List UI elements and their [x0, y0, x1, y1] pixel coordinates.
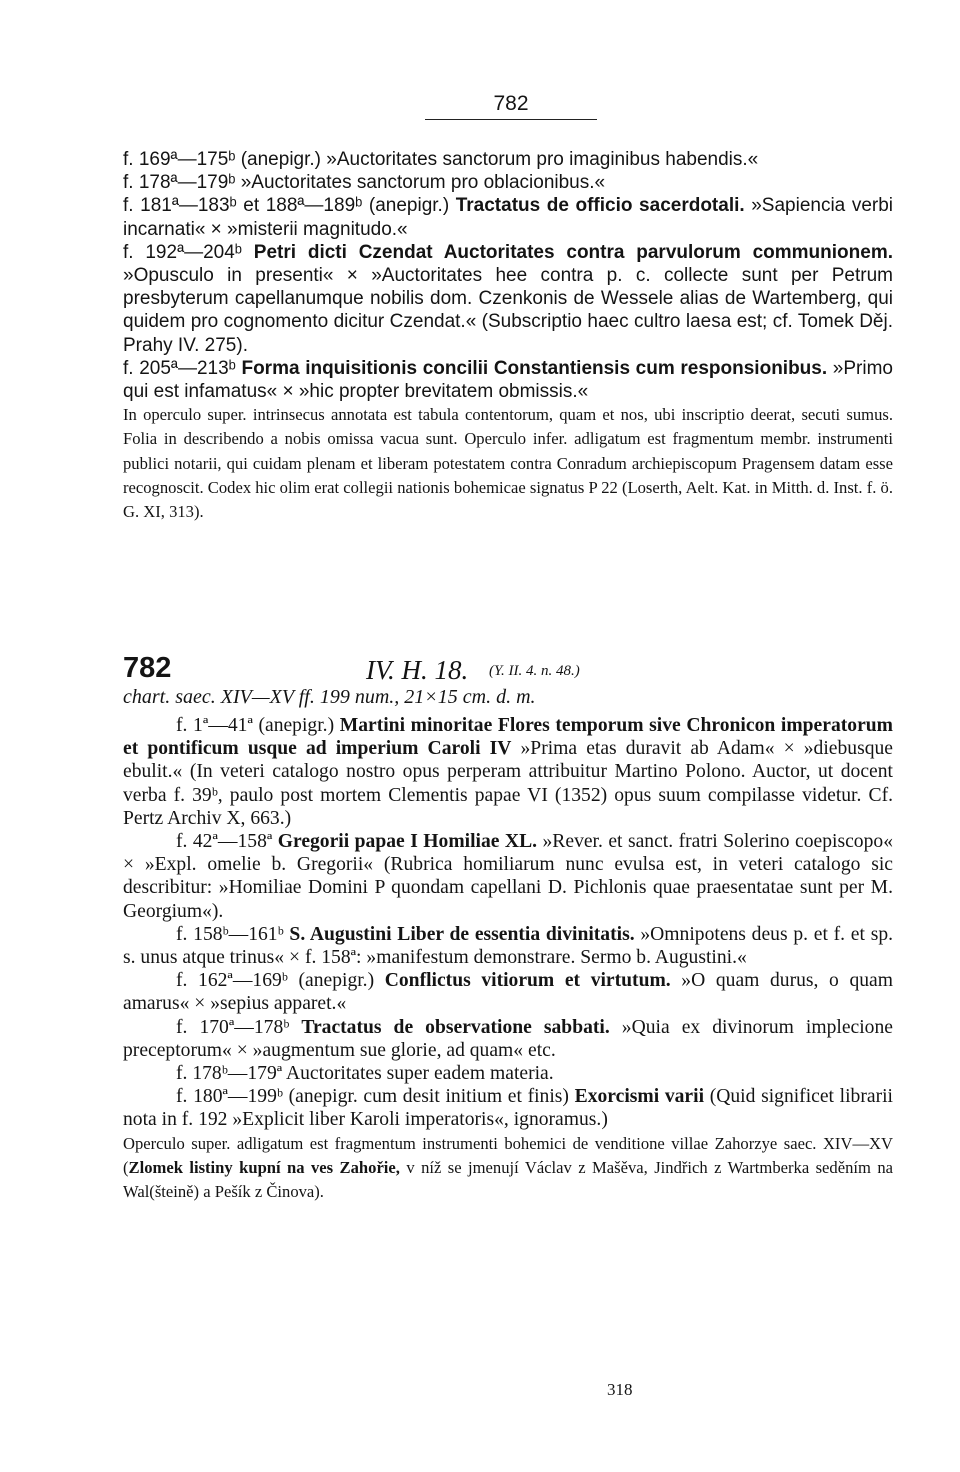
running-page-number: 782: [425, 92, 597, 120]
item-170a: f. 170ª—178ᵇ Tractatus de observatione sabbati. »Quia ex divinorum implecione preceptorum« × »augmentum sue glorie, ad quam« etc.: [123, 1016, 893, 1061]
item-158b: f. 158ᵇ—161ᵇ S. Augustini Liber de essentia divinitatis. »Omnipotens deus p. et f. et sp. s. unus atque trinus« × f. 158ª: »manifestum demonstrare. Sermo b. Augustini.«: [123, 923, 894, 969]
entry-old-signature: (Y. II. 4. n. 48.): [489, 663, 580, 679]
item-169a: f. 169ª—175ᵇ (anepigr.) »Auctoritates sanctorum pro imaginibus habendis.«: [123, 149, 759, 170]
item-192a: f. 192ª—204ᵇ Petri dicti Czendat Auctoritates contra parvulorum communionem. »Opusculo in presenti« × »Auctoritates hee contra p. c. collecte sunt per Petrum presbyterum capellanumque nobilis dom. Czenkonis de Wessele alias de Wartemberg, qui quidem pro cognomento dicitur Czendat.« (Subscriptio haec cultro laesa est; cf. Tomek Děj. Prahy IV. 275).: [123, 241, 893, 356]
item-42a: f. 42ª—158ª Gregorii papae I Homiliae XL. »Rever. et sanct. fratri Solerino coepiscopo« × »Expl. omelie b. Gregorii« (Rubrica homiliarum nunc evulsa est, in veteri catalogo sic describitur: »Homiliae Domini P quondam capellani D. Pichlonis quae praesentatae sunt per M. Georgium«).: [123, 831, 893, 922]
entry-number: 782: [123, 652, 172, 684]
note-operculo-super: Operculo super. adligatum est fragmentum instrumenti bohemici de venditione villae Zahorzye saec. XIV—XV (Zlomek listiny kupní na ves Zahořie, v níž se jmenují Václav z Mašěva, Jindřich z Wartmberka seděním na Wal(šteině) a Pešík z Činova).: [123, 1133, 893, 1202]
item-178a: f. 178ª—179ᵇ »Auctoritates sanctorum pro oblacionibus.«: [123, 172, 606, 194]
item-205a: f. 205ª—213ᵇ Forma inquisitionis concilii Constantiensis cum responsionibus. »Primo qui est infamatus« × »hic propter brevitatem obmissis.«: [123, 357, 893, 403]
note-operculo: In operculo super. intrinsecus annotata est tabula contentorum, quam et nos, ubi inscriptio deerat, secuti sumus. Folia in describendo a nobis omissa vacua sunt. Operculo infer. adligatum est fragmentum membr. instrumenti publici notarii, qui cuidam plenam et liberam potestatem contra Conradum archiepiscopum Pragensem datam esse recognoscit. Codex hic olim erat collegii nationis bohemicae signatus P 22 (Loserth, Aelt. Kat. in Mitth. d. Inst. f. ö. G. XI, 313).: [123, 405, 893, 522]
previous-entry: [123, 148, 893, 524]
entry-body: [123, 714, 893, 1204]
folio-number: 318: [607, 1380, 633, 1399]
item-180a: f. 180ª—199ᵇ (anepigr. cum desit initium et finis) Exorcismi varii (Quid significet librarii nota in f. 192 »Explicit liber Karoli imperatoris«, ignoramus.): [123, 1086, 893, 1131]
item-162a: f. 162ª—169ᵇ (anepigr.) Conflictus vitiorum et virtutum. »O quam durus, o quam amarus« × »sepius apparet.«: [123, 970, 893, 1015]
item-1a: f. 1ª—41ª (anepigr.) Martini minoritae Flores temporum sive Chronicon imperatorum et pontificum usque ad imperium Caroli IV »Prima etas duravit ab Adam« × »diebusque ebulit.« (In veteri catalogo nostro opus perperam attribuitur Martino Polono. Auctor, ut docent verba f. 39ᵇ, paulo post mortem Clementis papae VI (1352) opus suum compilasse videtur. Cf. Pertz Archiv X, 663.): [123, 715, 893, 829]
item-178b: f. 178ᵇ—179ª Auctoritates super eadem materia.: [176, 1063, 554, 1085]
entry-signature: IV. H. 18.: [366, 655, 469, 685]
entry-description: chart. saec. XIV—XV ff. 199 num., 21×15 cm. d. m.: [123, 686, 536, 708]
item-181a: f. 181ª—183ᵇ et 188ª—189ᵇ (anepigr.) Tractatus de officio sacerdotali. »Sapiencia verbi incarnati« × »misterii magnitudo.«: [123, 195, 894, 240]
